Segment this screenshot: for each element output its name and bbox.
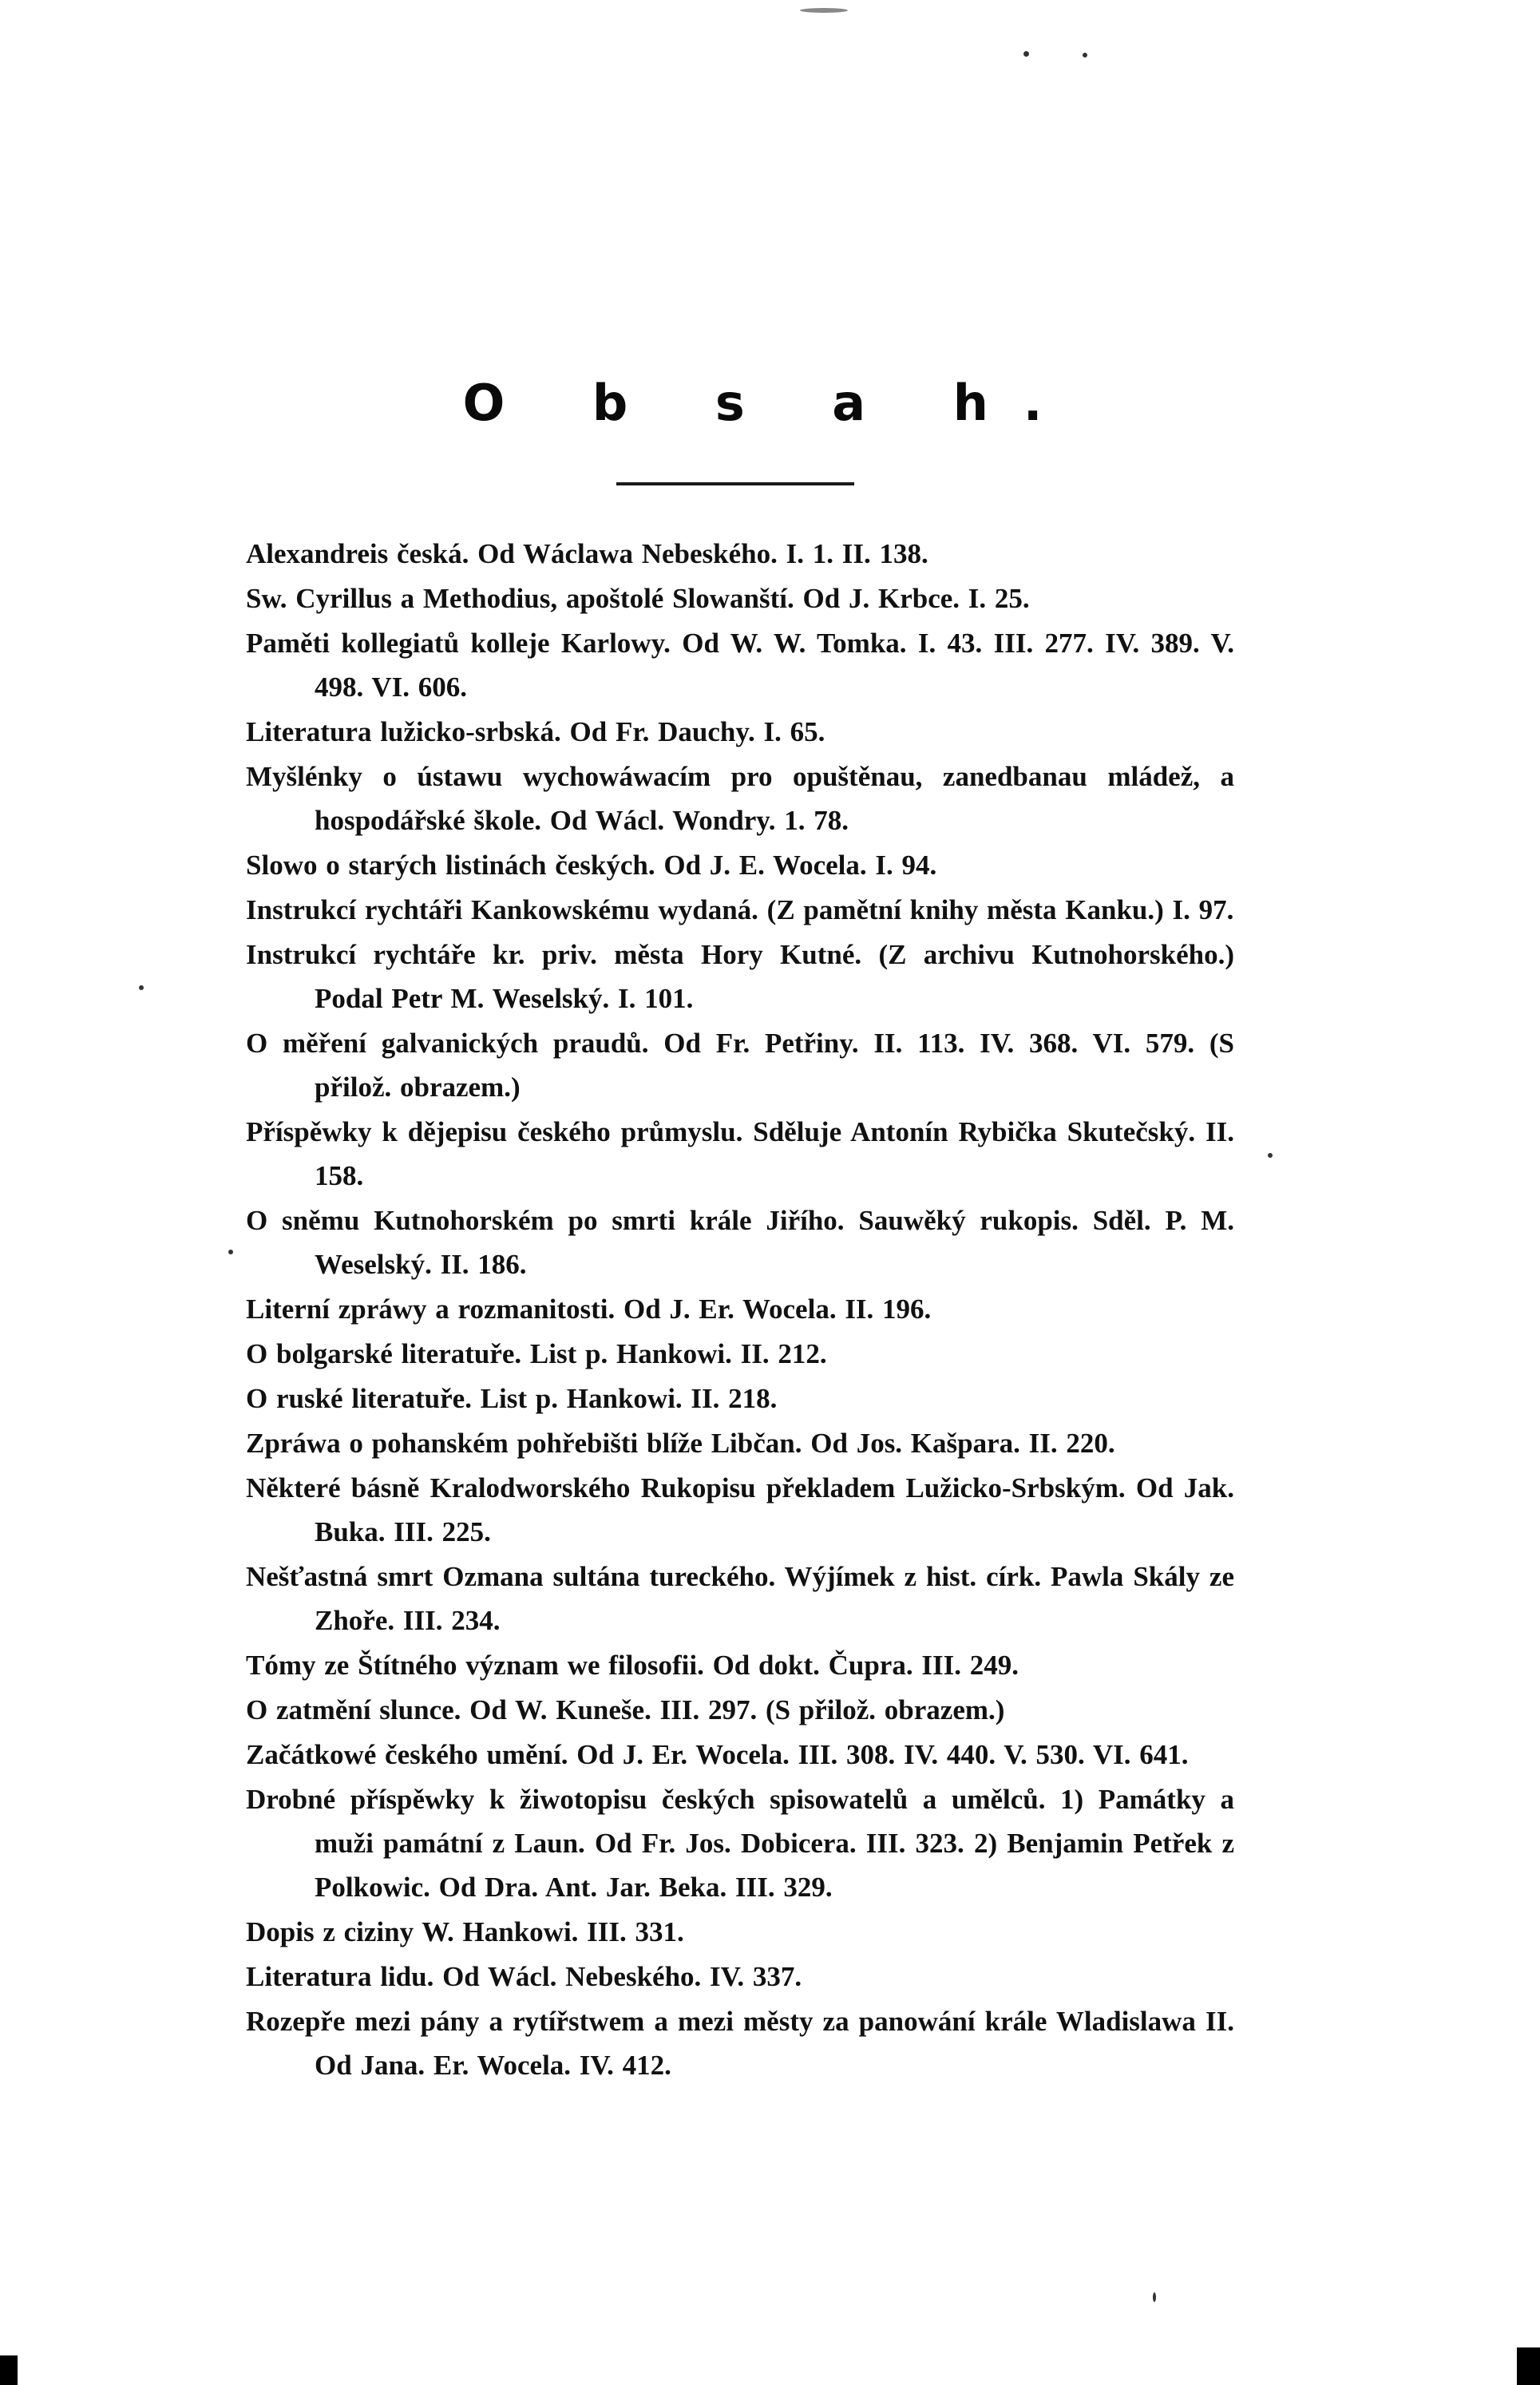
contents-entry: Literní zpráwy a rozmanitosti. Od J. Er. Wocela. II. 196. (246, 1294, 932, 1325)
contents-entry: Instrukcí rychtáři Kankowskému wydaná. (Z pamětní knihy města Kanku.) I. 97. (246, 894, 1234, 925)
contents-entry: Nešťastná smrt Ozmana sultána tureckého. Wýjímek z hist. círk. Pawla Skály ze Zhoře. III. 234. (246, 1561, 1234, 1636)
scan-speck (1268, 1153, 1273, 1158)
contents-entry: O sněmu Kutnohorském po smrti krále Jiřího. Sauwěký rukopis. Sděl. P. M. Weselský. II. 186. (246, 1205, 1234, 1280)
scan-speck (228, 1250, 233, 1254)
scan-corner (1517, 2347, 1540, 2385)
contents-entry: Některé básně Kralodworského Rukopisu překladem Lužicko-Srbským. Od Jak. Buka. III. 225. (246, 1472, 1234, 1547)
contents-entry: O měření galvanických praudů. Od Fr. Petřiny. II. 113. IV. 368. VI. 579. (S přilož. obrazem.) (246, 1028, 1234, 1103)
scan-speck (1083, 53, 1087, 57)
title-rule (616, 482, 854, 485)
page-title: O b s a h. (462, 374, 1078, 432)
contents-entry: Literatura lužicko-srbská. Od Fr. Dauchy. I. 65. (246, 716, 825, 747)
contents-entry: O ruské literatuře. List p. Hankowi. II. 218. (246, 1383, 778, 1414)
scan-speck (1153, 2292, 1156, 2302)
contents-entry: Slowo o starých listinách českých. Od J. E. Wocela. I. 94. (246, 850, 937, 881)
scan-speck (139, 985, 144, 990)
contents-entry: Rozepře mezi pány a rytířstwem a mezi městy za panowání krále Wladislawa II. Od Jana. Er. Wocela. IV. 412. (246, 2006, 1234, 2081)
contents-entry: Instrukcí rychtáře kr. priv. města Hory Kutné. (Z archivu Kutnohorského.) Podal Petr M. Weselský. I. 101. (246, 939, 1234, 1014)
contents-entry: Literatura lidu. Od Wácl. Nebeského. IV. 337. (246, 1961, 802, 1992)
contents-entry: Začátkowé českého umění. Od J. Er. Wocela. III. 308. IV. 440. V. 530. VI. 641. (246, 1739, 1189, 1770)
contents-entry: O zatmění slunce. Od W. Kuneše. III. 297. (S přilož. obrazem.) (246, 1694, 1005, 1725)
contents-entry: Myšlénky o ústawu wychowáwacím pro opuštěnau, zanedbanau mládež, a hospodářské škole. Od Wácl. Wondry. 1. 78. (246, 761, 1234, 836)
scan-corner (0, 2355, 18, 2385)
contents-entry: Paměti kollegiatů kolleje Karlowy. Od W. W. Tomka. I. 43. III. 277. IV. 389. V. 498. VI. 606. (246, 628, 1234, 703)
contents-list (246, 532, 1234, 2088)
contents-entry: Příspěwky k dějepisu českého průmyslu. Sděluje Antonín Rybička Skutečský. II. 158. (246, 1116, 1234, 1191)
scan-speck (800, 8, 848, 13)
contents-entry: O bolgarské literatuře. List p. Hankowi. II. 212. (246, 1338, 827, 1369)
scan-speck (1023, 51, 1029, 57)
contents-entry: Dopis z ciziny W. Hankowi. III. 331. (246, 1916, 684, 1947)
contents-entry: Sw. Cyrillus a Methodius, apoštolé Slowanští. Od J. Krbce. I. 25. (246, 583, 1030, 614)
contents-entry: Drobné příspěwky k žiwotopisu českých spisowatelů a umělců. 1) Památky a muži památní z Laun. Od Fr. Jos. Dobicera. III. 323. 2) Benjamin Petřek z Polkowic. Od Dra. Ant. Jar. Beka. III. 329. (246, 1784, 1234, 1903)
contents-entry: Tómy ze Štítného význam we filosofii. Od dokt. Čupra. III. 249. (246, 1650, 1019, 1681)
contents-entry: Alexandreis česká. Od Wáclawa Nebeského. I. 1. II. 138. (246, 538, 928, 569)
contents-entry: Zpráwa o pohanském pohřebišti blíže Libčan. Od Jos. Kašpara. II. 220. (246, 1428, 1115, 1459)
